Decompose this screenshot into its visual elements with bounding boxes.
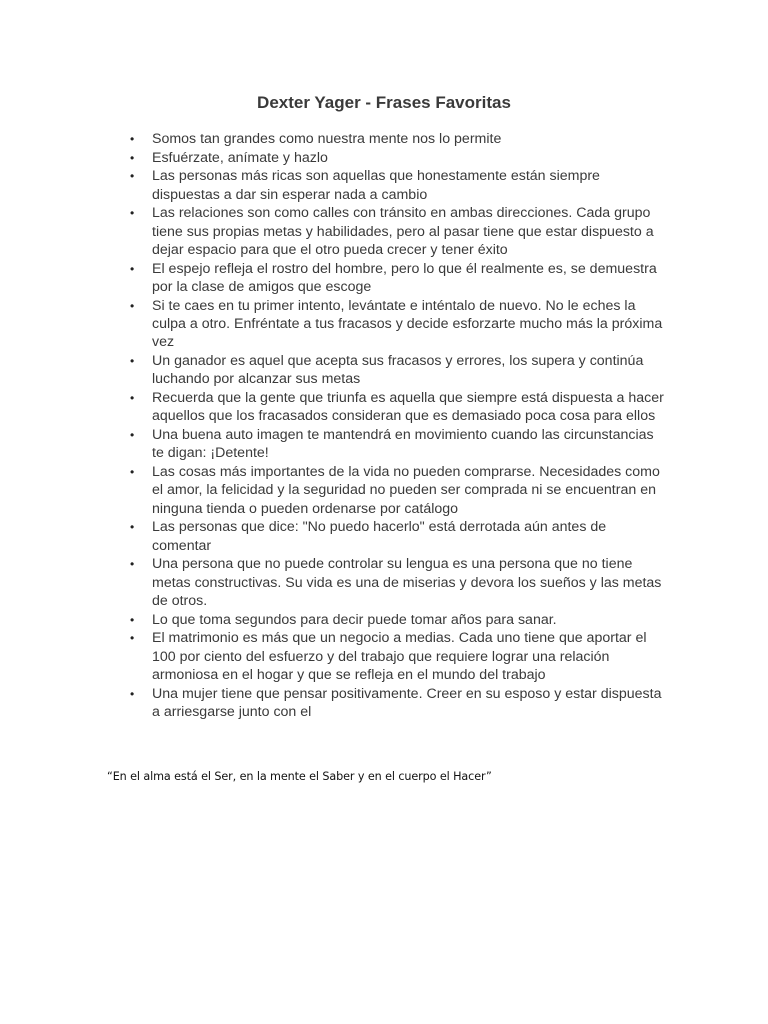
bullet-icon: • [130, 391, 135, 405]
quote-text: Una persona que no puede controlar su lengua es una persona que no tiene metas constructivas. Su vida es una de miserias y devora los sueños y las metas de otros. [152, 556, 662, 610]
quote-text: Las personas que dice: "No puedo hacerlo" está derrotada aún antes de comentar [152, 519, 607, 554]
quote-text: Las cosas más importantes de la vida no pueden comprarse. Necesidades como el amor, la felicidad y la seguridad no pueden ser comprada ni se encuentran en ninguna tienda o pueden ordenarse por catálogo [152, 464, 660, 517]
bullet-icon: • [130, 520, 135, 535]
list-item [128, 518, 668, 555]
bullet-icon: • [130, 557, 135, 572]
list-item [128, 149, 668, 167]
bullet-icon: • [130, 132, 135, 146]
footer-quote: “En el alma está el Ser, en la mente el Saber y en el cuerpo el Hacer” [107, 770, 492, 783]
page-title: Dexter Yager - Frases Favoritas [257, 93, 511, 112]
quote-text: Una mujer tiene que pensar positivamente. Creer en su esposo y estar dispuesta a arriesgarse junto con el [152, 685, 662, 721]
quote-text: El espejo refleja el rostro del hombre, pero lo que él realmente es, se demuestra por la clase de amigos que escoge [152, 260, 657, 295]
bullet-icon: • [130, 169, 135, 184]
list-item [128, 389, 668, 426]
quote-text: Somos tan grandes como nuestra mente nos lo permite [152, 131, 502, 147]
quote-list [128, 130, 668, 722]
list-item [128, 555, 668, 610]
bullet-icon: • [130, 612, 135, 627]
quote-text: Esfuérzate, anímate y hazlo [152, 149, 328, 166]
quote-text: Una buena auto imagen te mantendrá en movimiento cuando las circunstancias te digan: ¡Detente! [152, 427, 654, 462]
bullet-icon: • [130, 206, 135, 221]
bullet-icon: • [130, 261, 135, 276]
bullet-icon: • [130, 354, 135, 368]
quote-text: El matrimonio es más que un negocio a medias. Cada uno tiene que aportar el 100 por ciento del esfuerzo y del trabajo que requiere lograr una relación armoniosa en el hogar y que se refleja en el mundo del trabajo [152, 630, 647, 684]
list-item [128, 463, 668, 518]
bullet-icon: • [130, 428, 135, 442]
quote-text: Lo que toma segundos para decir puede tomar años para sanar. [152, 611, 557, 628]
bullet-icon: • [130, 150, 135, 165]
list-item [128, 685, 668, 722]
list-item [128, 352, 668, 389]
quote-text: Si te caes en tu primer intento, levántate e inténtalo de nuevo. No le eches la culpa a otro. Enfréntate a tus fracasos y decide esforzarte mucho más la próxima vez [152, 297, 663, 351]
list-item [128, 260, 668, 297]
list-item [128, 167, 668, 204]
list-item [128, 204, 668, 259]
list-item [128, 611, 668, 629]
bullet-icon: • [130, 686, 135, 701]
bullet-icon: • [130, 465, 135, 479]
quote-text: Las relaciones son como calles con tránsito en ambas direcciones. Cada grupo tiene sus propias metas y habilidades, pero al pasar tiene que estar dispuesto a dejar espacio para que el otro pueda crecer y tener éxito [152, 205, 654, 258]
quote-text: Las personas más ricas son aquellas que honestamente están siempre dispuestas a dar sin esperar nada a cambio [152, 168, 600, 203]
bullet-icon: • [130, 631, 135, 646]
bullet-icon: • [130, 298, 135, 313]
list-item [128, 130, 668, 148]
list-item [128, 629, 668, 684]
list-item [128, 426, 668, 463]
list-item [128, 297, 668, 352]
quote-text: Recuerda que la gente que triunfa es aquella que siempre está dispuesta a hacer aquellos que los fracasados consideran que es demasiado poca cosa para ellos [152, 390, 664, 425]
quote-text: Un ganador es aquel que acepta sus fracasos y errores, los supera y continúa luchando por alcanzar sus metas [152, 353, 644, 388]
